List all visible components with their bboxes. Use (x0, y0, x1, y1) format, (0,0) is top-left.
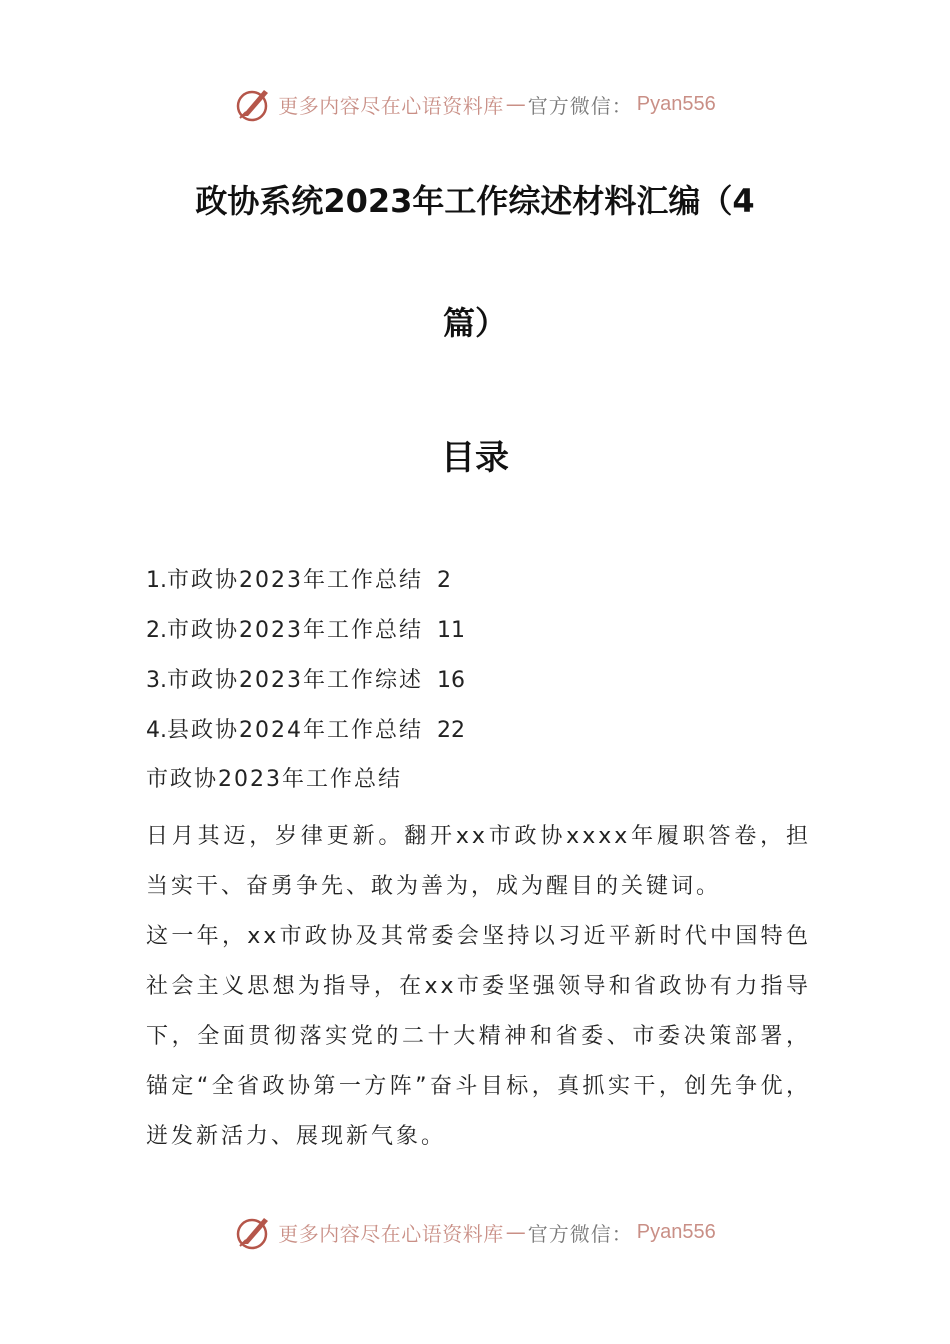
watermark-wechat-label: 官方微信： (527, 93, 633, 118)
toc-item-page: 2 (437, 568, 451, 593)
toc-item[interactable] (146, 562, 465, 612)
watermark-wechat-id: Pyan556 (636, 1220, 716, 1243)
toc-item[interactable] (146, 612, 465, 662)
watermark-text: 更多内容尽在心语资料库 (278, 1221, 504, 1246)
toc-item-number: 4. (146, 718, 167, 743)
watermark-dash: — (505, 1220, 526, 1244)
toc-item-title: 市政协2023年工作总结 (167, 618, 423, 643)
quill-pen-logo-icon (234, 84, 274, 124)
toc-item[interactable] (146, 662, 465, 712)
watermark-wechat-id: Pyan556 (636, 92, 716, 115)
toc-item-page: 16 (437, 668, 465, 693)
table-of-contents (146, 562, 465, 762)
toc-item-title: 市政协2023年工作综述 (167, 668, 423, 693)
document-body (146, 762, 811, 1162)
section-title: 市政协2023年工作总结 (146, 767, 402, 792)
toc-item-page: 22 (437, 718, 465, 743)
toc-item-title: 市政协2023年工作总结 (167, 568, 423, 593)
toc-item-number: 1. (146, 568, 167, 593)
toc-heading: 目录 (441, 438, 509, 478)
toc-item-number: 3. (146, 668, 167, 693)
toc-item-number: 2. (146, 618, 167, 643)
watermark-wechat-label: 官方微信： (527, 1221, 633, 1246)
body-paragraph: 这一年，xx市政协及其常委会坚持以习近平新时代中国特色社会主义思想为指导，在xx市委坚强领导和省政协有力指导下，全面贯彻落实党的二十大精神和省委、市委决策部署，锚定“全省政协第一方阵”奋斗目标，真抓实干，创先争优，迸发新活力、展现新气象。 (146, 924, 811, 1149)
document-title-line1: 政协系统2023年工作综述材料汇编（4 (195, 182, 755, 220)
watermark-banner-top (0, 82, 950, 126)
watermark-text: 更多内容尽在心语资料库 (278, 93, 504, 118)
watermark-dash: — (505, 92, 526, 116)
watermark-banner-bottom (0, 1210, 950, 1254)
toc-item-page: 11 (437, 618, 465, 643)
document-title-line2: 篇） (442, 304, 507, 342)
toc-item[interactable] (146, 712, 465, 762)
toc-item-title: 县政协2024年工作总结 (167, 718, 423, 743)
quill-pen-logo-icon (234, 1212, 274, 1252)
body-paragraph: 日月其迈，岁律更新。翻开xx市政协xxxx年履职答卷，担当实干、奋勇争先、敢为善为，成为醒目的关键词。 (146, 824, 811, 899)
